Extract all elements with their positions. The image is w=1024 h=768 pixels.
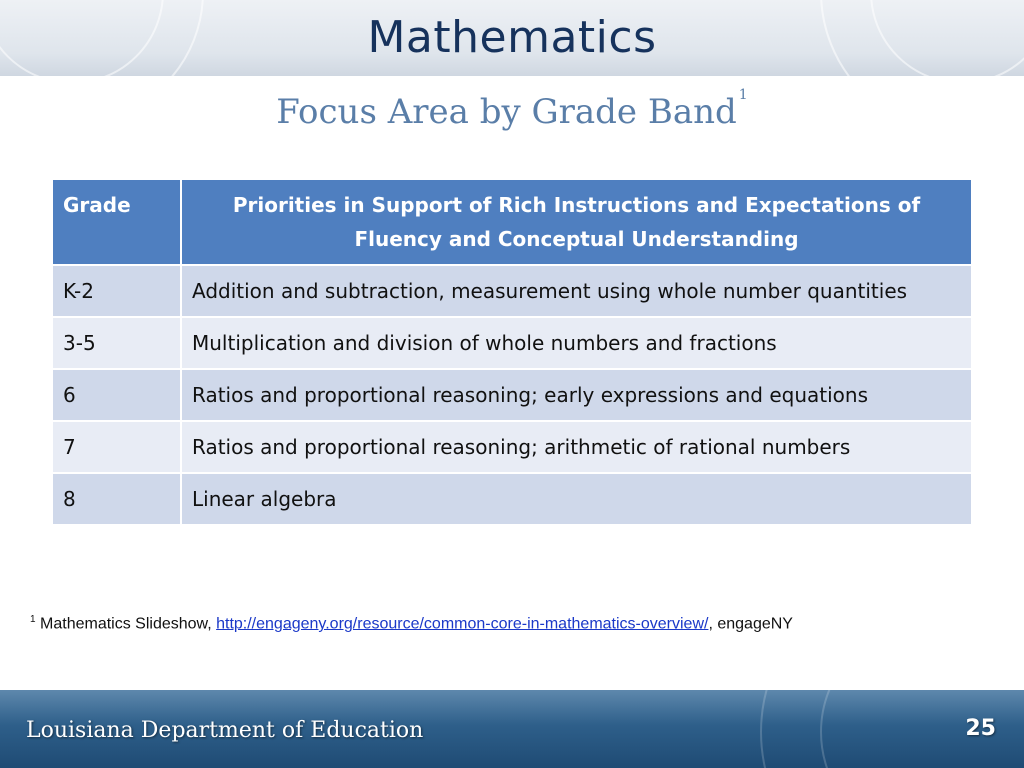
priority-cell: Linear algebra: [181, 473, 972, 525]
footer-organization: Louisiana Department of Education: [26, 718, 424, 743]
grade-cell: 6: [52, 369, 181, 421]
table-header-row: [52, 179, 972, 265]
priority-cell: Ratios and proportional reasoning; arithmetic of rational numbers: [181, 421, 972, 473]
table-row: [52, 369, 972, 421]
footnote-link[interactable]: http://engageny.org/resource/common-core-in-mathematics-overview/: [216, 615, 709, 633]
page-number: 25: [965, 716, 996, 741]
subtitle-text: Focus Area by Grade Band: [276, 92, 737, 132]
table-row: [52, 421, 972, 473]
grade-focus-table: [51, 178, 973, 526]
table-row: [52, 317, 972, 369]
grade-cell: K-2: [52, 265, 181, 317]
priority-cell: Multiplication and division of whole numbers and fractions: [181, 317, 972, 369]
grade-cell: 8: [52, 473, 181, 525]
footnote: [30, 614, 793, 633]
subtitle-footnote-marker: 1: [738, 87, 748, 103]
slide-footer: [0, 690, 1024, 768]
grade-cell: 7: [52, 421, 181, 473]
footnote-marker: 1: [30, 614, 36, 625]
table-row: [52, 265, 972, 317]
slide-subtitle: [0, 87, 1024, 132]
slide-title: Mathematics: [367, 12, 657, 63]
footnote-text: Mathematics Slideshow,: [40, 615, 217, 633]
table-row: [52, 473, 972, 525]
column-header-priorities: Priorities in Support of Rich Instructions and Expectations of Fluency and Conceptual Understanding: [181, 179, 972, 265]
column-header-grade: Grade: [52, 179, 181, 265]
footnote-source: , engageNY: [708, 615, 793, 633]
priority-cell: Ratios and proportional reasoning; early expressions and equations: [181, 369, 972, 421]
grade-cell: 3-5: [52, 317, 181, 369]
priority-cell: Addition and subtraction, measurement using whole number quantities: [181, 265, 972, 317]
